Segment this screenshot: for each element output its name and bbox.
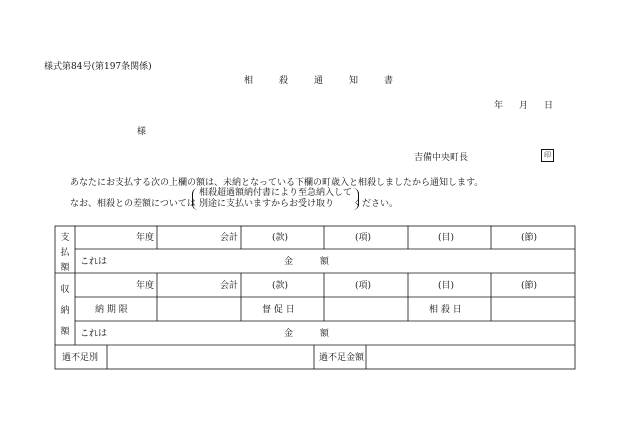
receipt-fiscal-year-label: 年度: [136, 281, 155, 291]
receipt-account-label: 会計: [220, 281, 239, 291]
offset-date-label: 相 殺 日: [429, 305, 462, 315]
option-pay-excess: 相殺超過額納付書により至急納入して: [199, 188, 353, 198]
receipt-label-char-2: 納: [60, 306, 70, 316]
payment-label-char-3: 額: [60, 263, 70, 273]
payment-label-char-2: 払: [60, 248, 70, 258]
notice-text-line1: あなたにお支払する次の上欄の額は、未納となっている下欄の町歳入と相殺しましたから通知します。: [70, 178, 484, 188]
notice-text-line2-suffix: ください。: [353, 199, 399, 209]
document-title: 相殺通知書: [244, 76, 420, 86]
receipt-label-char-3: 額: [60, 327, 70, 337]
date-day: 日: [544, 101, 554, 111]
receipt-label-char-1: 収: [60, 285, 70, 295]
excess-shortage-type-label: 過不足別: [62, 353, 99, 363]
payment-setsu-label: (節): [521, 233, 538, 243]
payment-kan-label: (款): [272, 233, 289, 243]
payment-moku-label: (目): [438, 233, 455, 243]
receipt-this-is-label: これは: [80, 329, 108, 339]
payment-this-is-label: これは: [80, 257, 108, 267]
excess-shortage-amount-label: 過不足金額: [319, 353, 365, 363]
payment-amount-label: 金 額: [284, 257, 341, 267]
receipt-kou-label: (項): [355, 281, 372, 291]
receipt-setsu-label: (節): [521, 281, 538, 291]
receipt-kan-label: (款): [272, 281, 289, 291]
form-number: 様式第84号(第197条関係): [44, 62, 152, 72]
issuer-name: 吉備中央町長: [414, 153, 469, 163]
payment-account-label: 会計: [220, 233, 239, 243]
addressee-suffix: 様: [137, 127, 147, 137]
date-month: 月: [519, 101, 529, 111]
due-date-label: 納 期 限: [95, 305, 128, 315]
reminder-date-label: 督 促 日: [262, 305, 295, 315]
notice-text-line2-prefix: なお、相殺との差額については: [70, 199, 196, 209]
date-year: 年: [494, 101, 504, 111]
payment-label-char-1: 支: [60, 233, 70, 243]
receipt-moku-label: (目): [438, 281, 455, 291]
receipt-amount-label: 金 額: [284, 329, 341, 339]
seal-mark: 印: [541, 149, 554, 162]
option-pay-separately: 別途に支払いますからお受け取り: [199, 199, 335, 209]
payment-kou-label: (項): [355, 233, 372, 243]
payment-fiscal-year-label: 年度: [136, 233, 155, 243]
